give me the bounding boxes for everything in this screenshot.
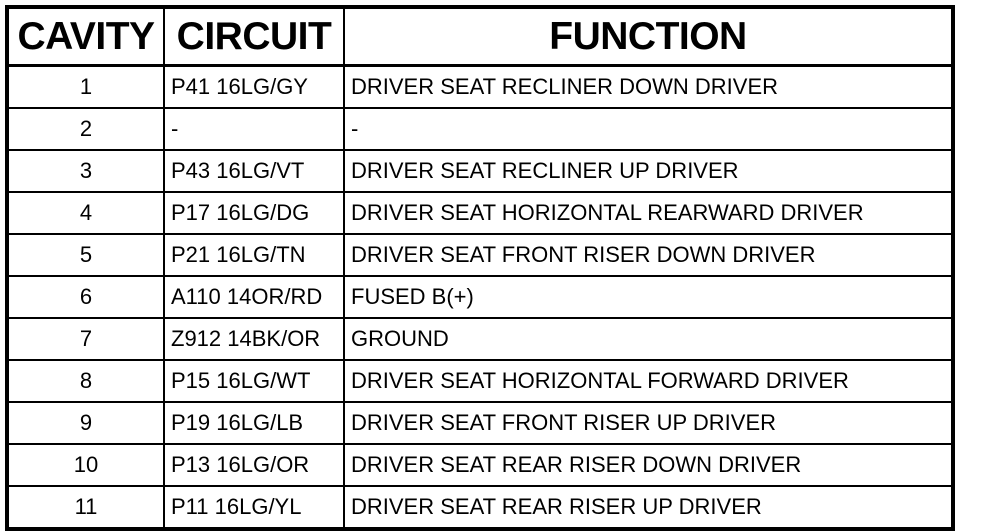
cavity-cell: 3 (7, 150, 164, 192)
table-header (7, 7, 953, 66)
table-body (7, 66, 953, 530)
circuit-cell: P43 16LG/VT (164, 150, 344, 192)
cavity-cell: 6 (7, 276, 164, 318)
cavity-cell: 7 (7, 318, 164, 360)
table-row (7, 360, 953, 402)
function-cell: DRIVER SEAT HORIZONTAL REARWARD DRIVER (344, 192, 953, 234)
function-cell: FUSED B(+) (344, 276, 953, 318)
table-row (7, 486, 953, 529)
circuit-column-header: CIRCUIT (164, 7, 344, 66)
table-row (7, 192, 953, 234)
table-row (7, 150, 953, 192)
header-row (7, 7, 953, 66)
cavity-cell: 1 (7, 66, 164, 109)
circuit-cell: P17 16LG/DG (164, 192, 344, 234)
cavity-cell: 2 (7, 108, 164, 150)
cavity-cell: 10 (7, 444, 164, 486)
table-row (7, 66, 953, 109)
circuit-cell: P15 16LG/WT (164, 360, 344, 402)
function-cell: - (344, 108, 953, 150)
function-cell: GROUND (344, 318, 953, 360)
table-row (7, 276, 953, 318)
cavity-cell: 4 (7, 192, 164, 234)
function-cell: DRIVER SEAT REAR RISER UP DRIVER (344, 486, 953, 529)
circuit-cell: P13 16LG/OR (164, 444, 344, 486)
table-row (7, 402, 953, 444)
circuit-cell: - (164, 108, 344, 150)
circuit-cell: P41 16LG/GY (164, 66, 344, 109)
cavity-column-header: CAVITY (7, 7, 164, 66)
circuit-cell: P21 16LG/TN (164, 234, 344, 276)
table-row (7, 444, 953, 486)
function-column-header: FUNCTION (344, 7, 953, 66)
connector-pinout-table (5, 5, 955, 531)
function-cell: DRIVER SEAT FRONT RISER DOWN DRIVER (344, 234, 953, 276)
function-cell: DRIVER SEAT RECLINER DOWN DRIVER (344, 66, 953, 109)
function-cell: DRIVER SEAT FRONT RISER UP DRIVER (344, 402, 953, 444)
function-cell: DRIVER SEAT REAR RISER DOWN DRIVER (344, 444, 953, 486)
table-row (7, 108, 953, 150)
circuit-cell: Z912 14BK/OR (164, 318, 344, 360)
cavity-cell: 8 (7, 360, 164, 402)
function-cell: DRIVER SEAT HORIZONTAL FORWARD DRIVER (344, 360, 953, 402)
cavity-cell: 5 (7, 234, 164, 276)
table-row (7, 318, 953, 360)
circuit-cell: P11 16LG/YL (164, 486, 344, 529)
cavity-cell: 11 (7, 486, 164, 529)
circuit-cell: P19 16LG/LB (164, 402, 344, 444)
table-row (7, 234, 953, 276)
circuit-cell: A110 14OR/RD (164, 276, 344, 318)
cavity-cell: 9 (7, 402, 164, 444)
function-cell: DRIVER SEAT RECLINER UP DRIVER (344, 150, 953, 192)
